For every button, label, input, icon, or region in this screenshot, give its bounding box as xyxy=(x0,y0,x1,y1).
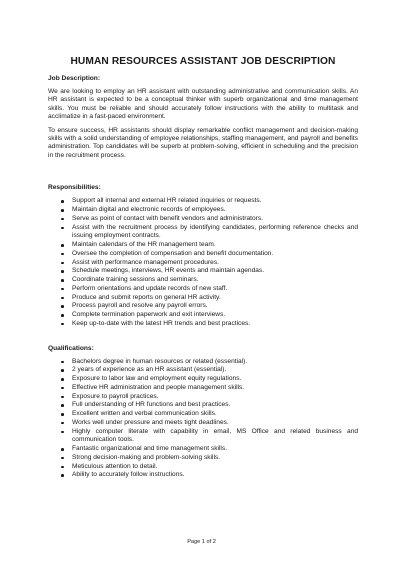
list-item xyxy=(48,410,358,419)
list-item xyxy=(48,250,358,259)
bullet-icon xyxy=(61,305,64,308)
bullet-icon xyxy=(61,448,64,451)
list-item xyxy=(48,454,358,463)
section-spacer xyxy=(48,165,358,184)
bullet-icon xyxy=(61,457,64,460)
list-item xyxy=(48,445,358,454)
job-description-heading: Job Description: xyxy=(48,75,101,82)
bullet-icon xyxy=(61,422,64,425)
bullet-icon xyxy=(61,209,64,212)
list-item-text: Bachelors degree in human resources or related (essential). xyxy=(72,357,248,365)
list-item xyxy=(48,320,358,329)
list-item xyxy=(48,276,358,285)
bullet-icon xyxy=(61,288,64,291)
bullet-icon xyxy=(61,227,64,230)
list-item-text: Support all internal and external HR related inquiries or requests. xyxy=(72,197,262,205)
bullet-icon xyxy=(61,314,64,317)
list-item-text: Highly computer literate with capability in email, MS Office and related business and communication tools. xyxy=(72,427,358,444)
list-item-text: Fantastic organizational and time management skills. xyxy=(72,445,228,452)
list-item xyxy=(48,224,358,242)
bullet-icon xyxy=(61,279,64,282)
bullet-icon xyxy=(61,378,64,381)
list-item xyxy=(48,463,358,472)
list-item-text: Complete termination paperwork and exit interviews. xyxy=(72,311,226,318)
list-item-text: Maintain digital and electronic records of employees. xyxy=(72,206,226,213)
bullet-icon xyxy=(61,404,64,407)
bullet-icon xyxy=(61,244,64,247)
document-page xyxy=(48,56,358,480)
list-item xyxy=(48,206,358,215)
page-number: Page 1 of 2 xyxy=(187,539,216,545)
list-item xyxy=(48,393,358,402)
qualifications-list xyxy=(48,358,358,481)
list-item xyxy=(48,471,358,480)
list-item-text: Assist with the recruitment process by identifying candidates, performing reference checks and issuing employment contracts. xyxy=(72,223,358,240)
list-item xyxy=(48,267,358,276)
list-item-text: Produce and submit reports on general HR activity. xyxy=(72,293,221,301)
list-item-text: Exposure to labor law and employment equity regulations. xyxy=(72,375,242,382)
bullet-icon xyxy=(61,361,64,364)
list-item-text: Coordinate training sessions and seminars. xyxy=(72,276,199,283)
section-spacer xyxy=(48,329,358,345)
list-item xyxy=(48,366,358,375)
list-item-text: Maintain calendars of the HR management team. xyxy=(72,241,216,248)
bullet-icon xyxy=(61,262,64,265)
list-item-text: Schedule meetings, interviews, HR events and maintain agendas. xyxy=(72,267,265,275)
list-item xyxy=(48,302,358,311)
list-item xyxy=(48,419,358,428)
bullet-icon xyxy=(61,323,64,326)
list-item-text: Process payroll and resolve any payroll errors. xyxy=(72,302,208,310)
bullet-icon xyxy=(61,387,64,390)
list-item-text: Excellent written and verbal communication skills. xyxy=(72,410,217,417)
success-paragraph: To ensure success, HR assistants should display remarkable conflict management and decision-making skills with a solid understanding of employee relationships, staffing management, and payroll and benefits administration. Top candidates will be superb at problem-solving, efficient in scheduling and the precision in the recruitment process. xyxy=(48,126,358,159)
list-item-text: Keep up-to-date with the latest HR trends and best practices. xyxy=(72,319,251,327)
list-item xyxy=(48,311,358,320)
list-item xyxy=(48,428,358,446)
bullet-icon xyxy=(61,466,64,469)
list-item-text: Ability to accurately follow instructions. xyxy=(72,471,185,479)
list-item-text: Serve as point of contact with benefit vendors and administrators. xyxy=(72,214,263,222)
qualifications-heading: Qualifications: xyxy=(48,344,94,352)
list-item xyxy=(48,259,358,268)
bullet-icon xyxy=(61,431,64,434)
bullet-icon xyxy=(61,253,64,256)
list-item-text: Perform orientations and update records of new staff. xyxy=(72,284,228,292)
list-item xyxy=(48,197,358,206)
bullet-icon xyxy=(61,413,64,416)
document-title: HUMAN RESOURCES ASSISTANT JOB DESCRIPTION xyxy=(70,56,336,67)
responsibilities-list xyxy=(48,197,358,328)
list-item xyxy=(48,215,358,224)
list-item-text: Assist with performance management procedures. xyxy=(72,258,219,266)
bullet-icon xyxy=(61,396,64,399)
bullet-icon xyxy=(61,474,64,477)
list-item-text: Strong decision-making and problem-solving skills. xyxy=(72,453,221,461)
bullet-icon xyxy=(61,297,64,300)
bullet-icon xyxy=(61,200,64,203)
bullet-icon xyxy=(61,270,64,273)
intro-paragraph: We are looking to employ an HR assistant with outstanding administrative and communication skills. An HR assistant is expected to be a conceptual thinker with superb organizational and time management skills. You must be reliable and should accurately follow instructions with the ability to multitask and acclimatize in a fast-paced environment. xyxy=(48,88,358,121)
list-item-text: Works well under pressure and meets tight deadlines. xyxy=(72,418,229,426)
list-item xyxy=(48,294,358,303)
list-item-text: Exposure to payroll practices. xyxy=(72,392,159,400)
bullet-icon xyxy=(61,369,64,372)
list-item-text: Effective HR administration and people management skills. xyxy=(72,383,245,391)
list-item-text: Full understanding of HR functions and best practices. xyxy=(72,401,231,409)
responsibilities-heading: Responsibilities: xyxy=(48,184,101,192)
bullet-icon xyxy=(61,218,64,221)
list-item xyxy=(48,358,358,367)
list-item xyxy=(48,375,358,384)
list-item-text: Oversee the completion of compensation and benefit documentation. xyxy=(72,249,274,257)
list-item xyxy=(48,285,358,294)
list-item xyxy=(48,401,358,410)
list-item-text: Meticulous attention to detail. xyxy=(72,462,158,470)
list-item-text: 2 years of experience as an HR assistant (essential). xyxy=(72,366,227,374)
list-item xyxy=(48,241,358,250)
list-item xyxy=(48,384,358,393)
